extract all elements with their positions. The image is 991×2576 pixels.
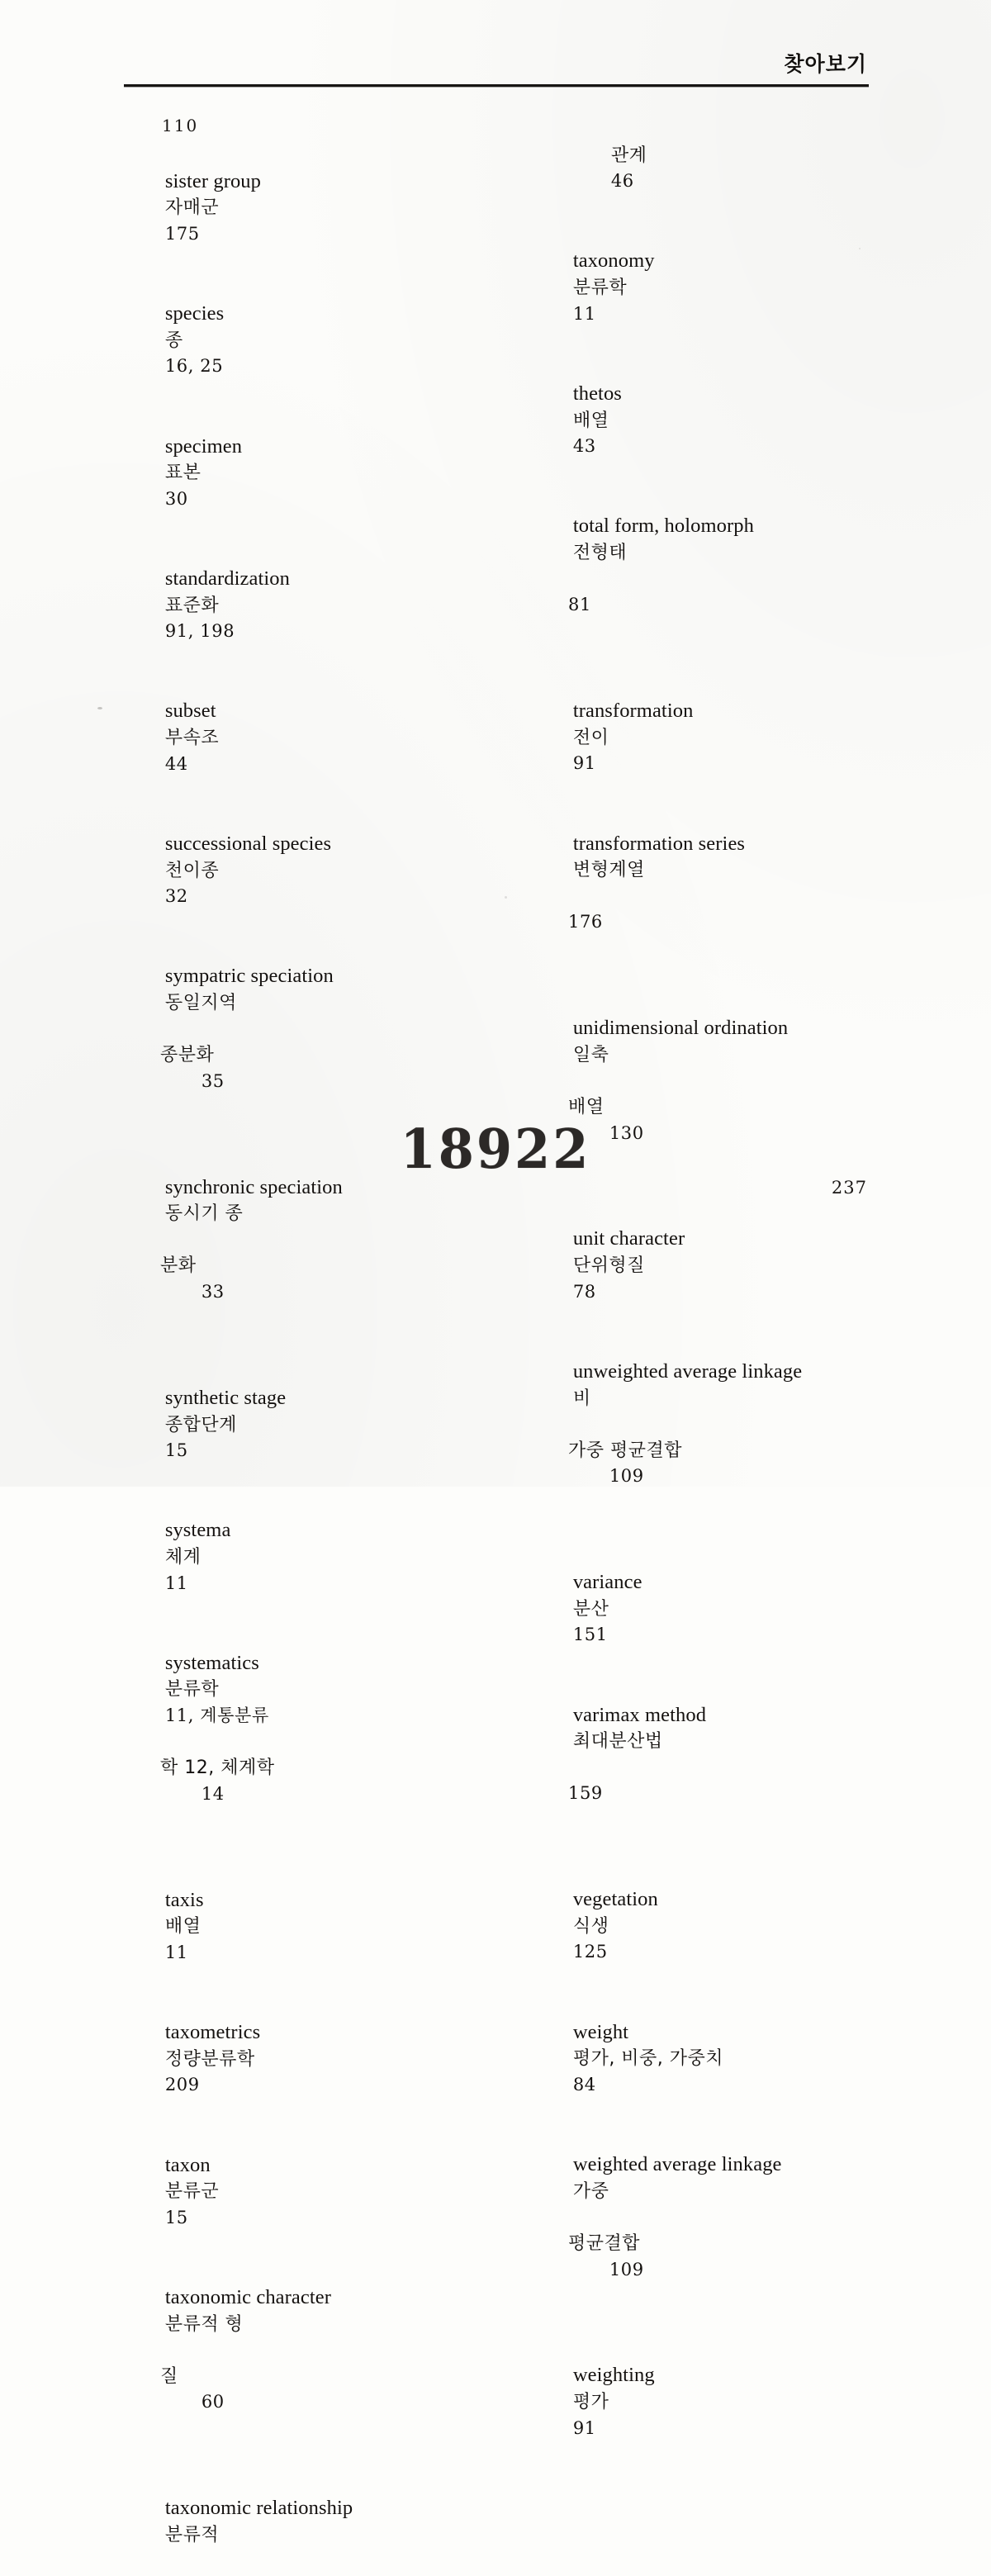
entry-pages: 175 [164,223,200,244]
entry-gloss: 동일지역 [164,993,237,1013]
entry-pages: 91, 198 [164,621,235,642]
entry-term: unit character [572,1227,685,1250]
index-entry [532,2126,877,2335]
entry-pages-continuation: 46 [610,171,634,192]
entry-pages: 15 [164,1440,188,1461]
index-entry [124,1861,469,1991]
entry-term: transformation series [572,832,746,855]
entry-gloss-continuation: 학 12, 체계학 [160,1758,275,1779]
entry-pages: 91 [572,753,596,774]
entry-pages-continuation: 130 [609,1122,644,1143]
paper-speck [859,248,861,249]
entry-term: thetos [572,382,622,405]
entry-gloss-continuation: 평균결합 [568,2233,641,2254]
entry-term: synthetic stage [164,1386,287,1409]
entry-term: transformation [572,700,694,723]
entry-gloss: 식생 [572,1915,609,1937]
entry-gloss: 분산 [572,1598,609,1620]
entry-term: weighting [572,2364,655,2387]
index-entry [532,487,877,670]
index-entry [124,142,469,273]
index-entry [532,1200,877,1331]
entry-pages-continuation: 159 [568,1783,603,1804]
entry-term: species [164,302,225,325]
entry-term: systema [164,1519,231,1542]
index-entry [124,804,469,935]
entry-gloss: 전형태 [572,543,628,563]
index-entry [124,2259,469,2468]
entry-term: taxonomic character [164,2286,332,2309]
entry-pages-continuation: 109 [609,2259,644,2279]
entry-gloss-continuation: 종분화 [160,1045,215,1066]
entry-pages: 78 [572,1281,596,1302]
entry-pages: 60 [201,2392,225,2412]
entry-pages: 30 [164,488,188,509]
entry-gloss-continuation: 배열 [568,1096,605,1117]
entry-gloss: 변형계열 [572,860,645,881]
entry-term: variance [572,1571,642,1594]
entry-gloss: 종합단계 [164,1414,237,1435]
entry-term: taxis [164,1888,204,1911]
entry-pages: 16, 25 [164,356,224,377]
index-entry [532,1861,877,1991]
entry-term: vegetation [572,1888,658,1911]
entry-pages: 91 [572,2417,596,2438]
entry-term: synchronic speciation [164,1175,343,1198]
entry-term: sister group [164,169,262,192]
index-entry [124,2469,469,2574]
entry-pages: 11 [164,1942,188,1962]
entry-pages: 11 [164,1573,188,1593]
index-entry [532,671,877,802]
index-entry [124,672,469,803]
stamp-digits: 18922 [400,1117,591,1181]
entry-gloss: 평가 [572,2392,609,2413]
entry-pages: 32 [164,886,188,907]
index-entry [532,2336,877,2467]
entry-gloss: 분류적 [164,2524,220,2545]
entry-pages: 33 [201,1282,225,1302]
entry-gloss: 분류적 형 [164,2313,244,2335]
index-entry [532,1332,877,1541]
index-entry [124,539,469,670]
entry-pages: 44 [164,753,188,774]
index-entry [532,222,877,353]
entry-pages: 35 [201,1070,225,1091]
index-entry [124,1624,469,1858]
entry-term: taxometrics [164,2021,261,2044]
index-entry [532,1993,877,2123]
entry-gloss-continuation: 관계 [610,145,647,166]
entry-gloss: 전이 [572,727,609,748]
entry-gloss: 분류학 [572,278,628,299]
entry-term: subset [164,700,216,723]
entry-term: systematics [164,1651,259,1674]
entry-term: taxonomy [572,249,655,273]
entry-term: taxonomic relationship [164,2497,353,2520]
entry-gloss: 비 [572,1388,591,1409]
entry-gloss: 정량분류학 [164,2048,255,2070]
entry-term: varimax method [572,1703,707,1726]
entry-term: unidimensional ordination [572,1017,789,1040]
entry-gloss: 자매군 [164,197,220,219]
entry-gloss: 배열 [572,410,609,431]
entry-term: sympatric speciation [164,965,334,988]
entry-term: weight [572,2020,629,2043]
entry-pages: 209 [164,2075,200,2095]
entry-term: weighted average linkage [572,2153,782,2176]
entry-pages-continuation: 176 [568,912,603,932]
entry-pages-continuation: 81 [568,595,591,615]
index-entry [124,1359,469,1489]
index-entry [124,274,469,405]
entry-gloss-continuation: 가중 평균결합 [568,1440,683,1461]
entry-gloss: 체계 [164,1546,202,1568]
index-entry [124,937,469,1146]
header-divider [124,84,869,87]
entry-term: successional species [164,832,332,855]
page-number: 237 [831,1178,867,1198]
index-left-column [124,116,469,2576]
index-entry [124,1492,469,1622]
entry-gloss: 부속조 [164,728,220,749]
entry-gloss: 표준화 [164,595,220,616]
entry-gloss: 가중 [572,2180,609,2202]
entry-term: total form, holomorph [572,515,754,538]
index-entry [124,2126,469,2256]
entry-gloss: 천이종 [164,860,220,881]
entry-term: taxon [164,2153,211,2176]
entry-term: specimen [164,434,243,458]
page-header [124,48,869,91]
index-entry [532,354,877,485]
entry-gloss: 최대분산법 [572,1731,663,1753]
left-column-lead-number: 110 [162,116,199,135]
entry-gloss: 평가, 비중, 가중치 [572,2048,724,2070]
entry-pages: 15 [164,2207,188,2227]
entry-term: standardization [164,567,290,590]
index-columns [124,116,877,2576]
index-right-column [532,116,877,2576]
entry-gloss: 분류학 [164,1679,220,1701]
entry-pages: 125 [572,1942,608,1962]
paper-speck [505,896,507,899]
entry-gloss-continuation: 분화 [160,1255,197,1277]
index-entry [532,1676,877,1858]
entry-pages: 11 [572,303,596,324]
index-entry [532,804,877,987]
index-entry [124,407,469,538]
entry-gloss: 분류군 [164,2181,220,2203]
entry-gloss: 종 [164,330,183,351]
header-title: 찾아보기 [784,52,867,76]
library-stamp-number [0,1119,991,1179]
index-entry-continuation [570,116,877,220]
entry-gloss-continuation: 질 [160,2365,178,2387]
entry-pages: 11, 계통분류 [164,1705,269,1726]
entry-gloss: 일축 [572,1044,609,1065]
paper-speck [97,707,102,709]
entry-pages: 43 [572,436,596,457]
entry-pages-continuation: 14 [201,1783,225,1804]
entry-gloss: 표본 [164,463,202,484]
entry-gloss: 동시기 종 [164,1203,244,1225]
entry-term: unweighted average linkage [572,1359,803,1383]
entry-gloss: 단위형질 [572,1255,645,1277]
index-entry [532,1544,877,1674]
entry-pages: 84 [572,2074,596,2094]
entry-pages-continuation: 109 [609,1466,644,1487]
entry-gloss: 배열 [164,1916,202,1938]
index-entry [124,1994,469,2124]
entry-pages: 151 [572,1625,608,1645]
